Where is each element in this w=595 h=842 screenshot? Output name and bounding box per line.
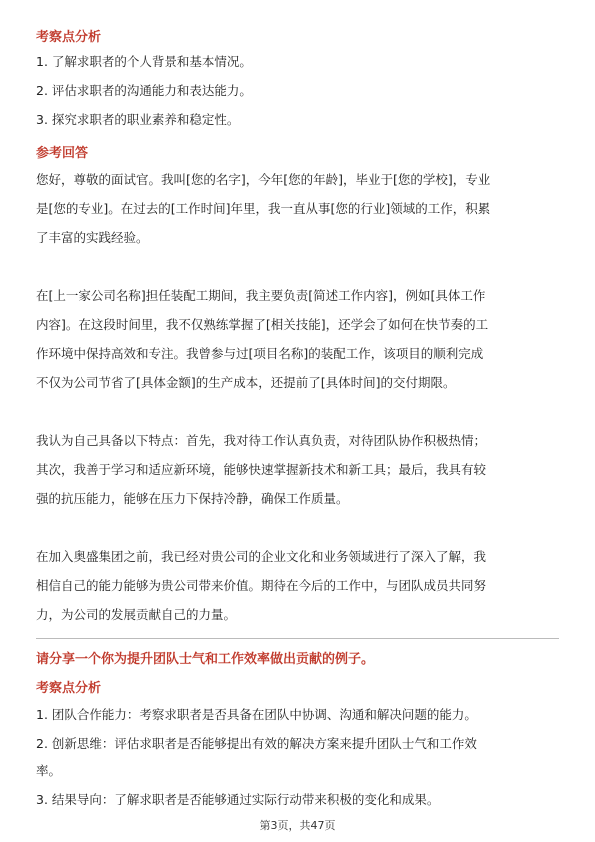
section-divider	[36, 638, 559, 639]
answer-line: 力，为公司的发展贡献自己的力量。	[36, 607, 237, 622]
interview-question: 请分享一个你为提升团队士气和工作效率做出贡献的例子。	[36, 652, 375, 667]
answer-heading: 参考回答	[36, 146, 89, 161]
answer-line: 不仅为公司节省了[具体金额]的生产成本，还提前了[具体时间]的交付期限。	[36, 375, 456, 390]
page-number: 第3页，共47页	[259, 819, 336, 832]
answer-line: 您好，尊敬的面试官。我叫[您的名字]，今年[您的年龄]，毕业于[您的学校]，专业	[36, 172, 491, 187]
answer-line: 相信自己的能力能够为贵公司带来价值。期待在今后的工作中，与团队成员共同努	[36, 578, 487, 593]
answer-line: 在加入奥盛集团之前，我已经对贵公司的企业文化和业务领域进行了深入了解，我	[36, 549, 487, 564]
analysis-heading: 考察点分析	[36, 681, 102, 696]
analysis-item: 1. 团队合作能力：考察求职者是否具备在团队中协调、沟通和解决问题的能力。	[36, 707, 477, 722]
answer-line: 是[您的专业]。在过去的[工作时间]年里，我一直从事[您的行业]领域的工作，积累	[36, 201, 491, 216]
analysis-item: 3. 探究求职者的职业素养和稳定性。	[36, 112, 240, 127]
answer-line: 了丰富的实践经验。	[36, 230, 149, 245]
answer-line: 作环境中保持高效和专注。我曾参与过[项目名称]的装配工作，该项目的顺利完成	[36, 346, 484, 361]
analysis-item: 2. 创新思维：评估求职者是否能够提出有效的解决方案来提升团队士气和工作效	[36, 736, 477, 751]
answer-line: 强的抗压能力，能够在压力下保持冷静，确保工作质量。	[36, 491, 349, 506]
answer-line: 我认为自己具备以下特点：首先，我对待工作认真负责，对待团队协作积极热情；	[36, 433, 487, 448]
answer-line: 在[上一家公司名称]担任装配工期间，我主要负责[简述工作内容]，例如[具体工作	[36, 288, 486, 303]
answer-line: 其次，我善于学习和适应新环境，能够快速掌握新技术和新工具；最后，我具有较	[36, 462, 487, 477]
analysis-item: 2. 评估求职者的沟通能力和表达能力。	[36, 83, 252, 98]
answer-line: 内容]。在这段时间里，我不仅熟练掌握了[相关技能]，还学会了如何在快节奏的工	[36, 317, 489, 332]
analysis-item: 率。	[36, 763, 62, 778]
analysis-heading: 考察点分析	[36, 30, 102, 45]
analysis-item: 3. 结果导向：了解求职者是否能够通过实际行动带来积极的变化和成果。	[36, 792, 440, 807]
analysis-item: 1. 了解求职者的个人背景和基本情况。	[36, 54, 252, 69]
